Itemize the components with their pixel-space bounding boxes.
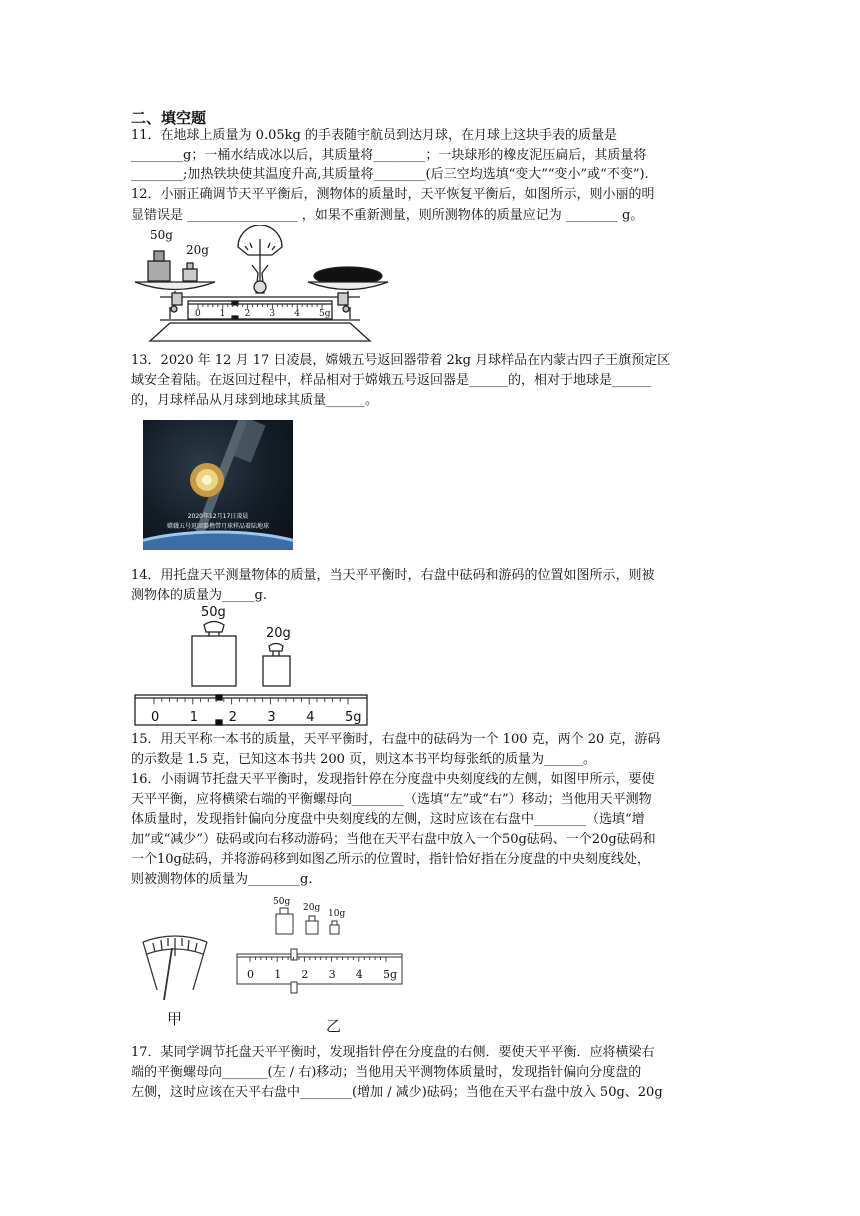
q13-line-2: 域安全着陆。在返回过程中，样品相对于嫦娥五号返回器是______的，相对于地球是______ <box>131 373 652 388</box>
q16-ruler-tick-label: 5g <box>383 968 398 981</box>
q12-ruler-tick-label: 5g <box>319 309 331 319</box>
q12-ruler-tick-label: 3 <box>269 309 276 319</box>
q15-line-2: 的示数是 1.5 克，已知这本书共 200 页，则这本书平均每张纸的质量为______。 <box>131 752 597 767</box>
q12-ruler-tick-label: 2 <box>244 309 251 319</box>
q16-line-2: 天平平衡，应将横梁右端的平衡螺母向________（选填“左”或“右”）移动；当他用天平测物 <box>131 792 652 807</box>
q13-line-3: 的，月球样品从月球到地球其质量______。 <box>131 393 379 408</box>
q16-ruler <box>237 954 402 984</box>
q12-weight-50g-label: 50g <box>150 228 173 242</box>
q16-weight-20g <box>306 921 318 934</box>
q12-ruler-tick-label: 0 <box>195 309 201 319</box>
section-title: 二、填空题 <box>131 109 207 127</box>
weight-50g <box>148 261 170 281</box>
q16-line-1: 16．小雨调节托盘天平平衡时，发现指针停在分度盘中央刻度线的左侧，如图甲所示，要使 <box>131 772 655 787</box>
q14-ruler-tick-label: 4 <box>306 710 315 725</box>
q16-ruler-tick-label: 4 <box>355 968 363 981</box>
q16-weight-50g <box>276 914 293 934</box>
q13-capsule-photo <box>143 420 293 550</box>
q11-line-2: ________g；一桶水结成冰以后，其质量将________；一块球形的橡皮泥压扁后，其质量将 <box>131 148 647 163</box>
q15-line-1: 15．用天平称一本书的质量，天平平衡时，右盘中的砝码为一个 100 克，两个 20 克，游码 <box>131 732 661 747</box>
q16-label-yi: 乙 <box>326 1017 342 1035</box>
q11-line-1: 11．在地球上质量为 0.05kg 的手表随宇航员到达月球，在月球上这块手表的质量是 <box>131 128 617 143</box>
q16-ruler-tick-label: 1 <box>274 968 282 981</box>
q11-line-3: ________;加热铁块使其温度升高,其质量将________(后三空均选填“变大”“变小”或“不变”). <box>131 167 649 182</box>
q16-weight-10g-label: 10g <box>328 909 346 919</box>
q16-pointer <box>164 948 172 1000</box>
q12-line-1: 12．小丽正确调节天平平衡后，测物体的质量时，天平恢复平衡后，如图所示，则小丽的明 <box>131 187 655 202</box>
q16-weight-50g-label: 50g <box>273 897 291 907</box>
q14-ruler-tick-label: 0 <box>151 710 160 725</box>
q14-ruler-tick-label: 2 <box>228 710 237 725</box>
q14-weight-20g-label: 20g <box>266 626 291 641</box>
q16-rider-top <box>291 949 297 960</box>
q14-weight-20g <box>263 656 290 686</box>
q17-line-3: 左侧，这时应该在天平右盘中________(增加 / 减少)砝码；当他在天平右盘中放入 50g、20g <box>131 1085 663 1100</box>
q13-photo-caption-2: 嫦娥五号返回器携带月球样品着陆地球 <box>166 523 269 530</box>
q16-weight-10g <box>330 925 339 934</box>
q14-ruler-tick-label: 5g <box>345 710 362 725</box>
q14-rider <box>216 695 222 700</box>
q14-weights-ruler-figure <box>130 600 375 730</box>
q12-line-2: 显错误是 _________________ ，如果不重新测量，则所测物体的质量应记为 ________ g。 <box>131 208 644 223</box>
q13-line-1: 13．2020 年 12 月 17 日凌晨，嫦娥五号返回器带着 2kg 月球样品在内蒙古四子王旗预定区 <box>131 353 671 368</box>
q16-ruler-tick-label: 3 <box>328 968 336 981</box>
q16-line-6: 则被测物体的质量为________g. <box>131 872 313 887</box>
q17-line-1: 17．某同学调节托盘天平平衡时，发现指针停在分度盘的右侧．要使天平平衡．应将横梁右 <box>131 1045 655 1060</box>
q16-line-4: 加”或“减少”）砝码或向右移动游码；当他在天平右盘中放入一个50g砝码、一个20g砝码和 <box>131 832 656 847</box>
q14-weight-50g <box>192 636 236 686</box>
q16-line-3: 体质量时，发现指针偏向分度盘中央刻度线的左侧，这时应该在右盘中________（选填“增 <box>131 812 645 827</box>
q12-ruler-tick-label: 4 <box>294 309 300 319</box>
q16-ruler-tick-label: 0 <box>247 968 254 981</box>
q14-weight-50g-label: 50g <box>201 605 226 620</box>
q12-ruler-tick-label: 1 <box>219 309 226 319</box>
q14-line-2: 测物体的质量为_____g. <box>131 588 267 603</box>
q14-ruler-tick-label: 1 <box>189 710 199 725</box>
q16-weight-20g-label: 20g <box>303 903 321 913</box>
weight-20g <box>183 269 197 281</box>
q12-balance-figure <box>130 225 392 347</box>
q16-figure-b-ruler <box>232 892 412 1040</box>
q17-line-2: 端的平衡螺母向_______(左 / 右)移动；当他用天平测物体质量时，发现指针偏向分度盘的 <box>131 1065 642 1080</box>
q16-figure-a-dial <box>135 930 215 1030</box>
q14-line-1: 14．用托盘天平测量物体的质量，当天平平衡时，右盘中砝码和游码的位置如图所示，则被 <box>131 568 655 583</box>
q13-photo-caption-1: 2020年12月17日凌晨 <box>187 513 249 520</box>
q16-ruler-tick-label: 2 <box>301 968 309 981</box>
q16-label-jia: 甲 <box>167 1010 183 1028</box>
q12-weight-20g-label: 20g <box>186 243 209 257</box>
q14-ruler-tick-label: 3 <box>267 710 276 725</box>
q16-line-5: 一个10g砝码，并将游码移到如图乙所示的位置时，指针恰好指在分度盘的中央刻度线处， <box>131 852 650 867</box>
